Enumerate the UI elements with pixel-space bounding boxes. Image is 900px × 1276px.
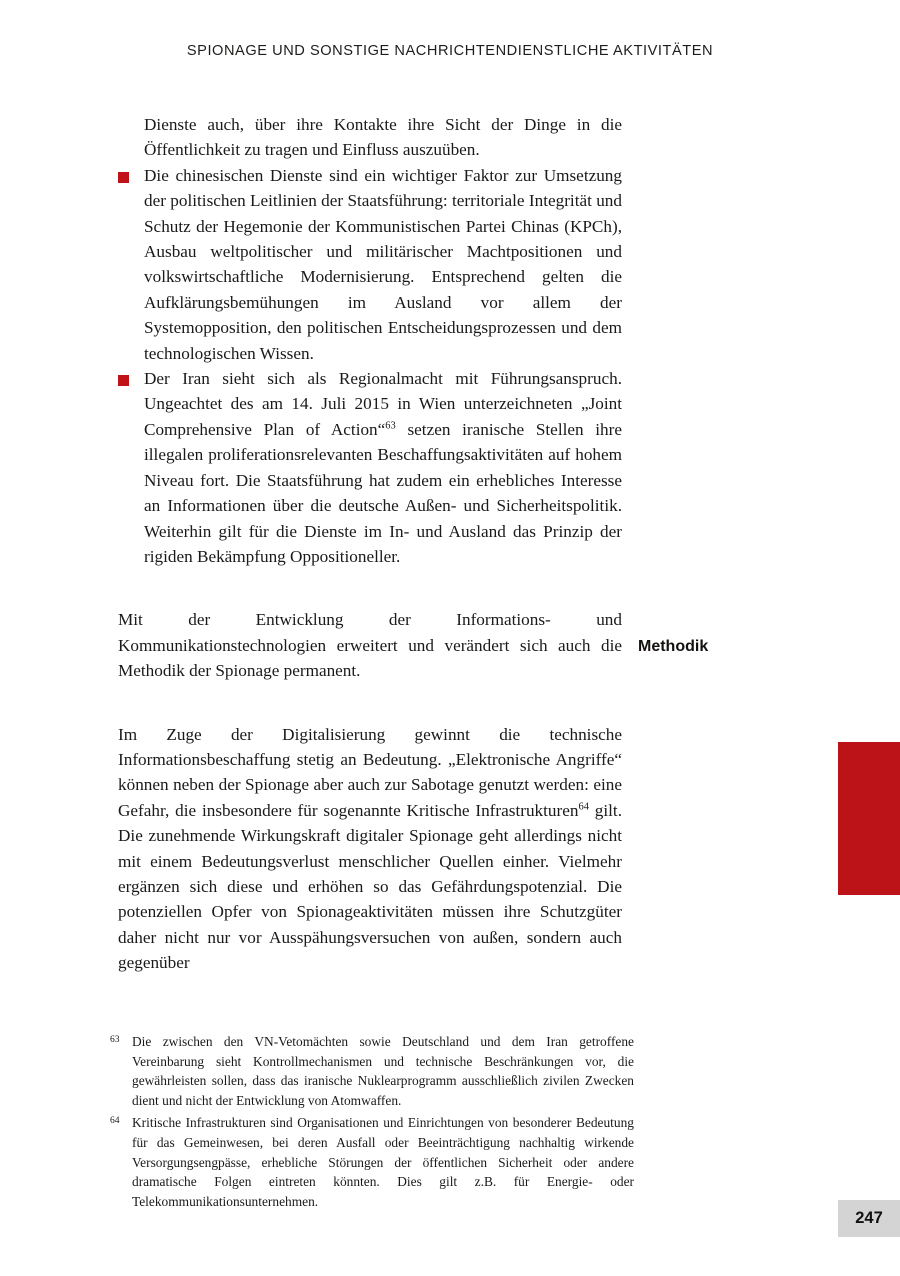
- footnote-reference-63[interactable]: 63: [385, 420, 396, 432]
- running-header: SPIONAGE UND SONSTIGE NACHRICHTENDIENSTLICHE AKTIVITÄTEN: [186, 43, 714, 59]
- paragraph-digitalisierung: [118, 722, 622, 976]
- list-item: [118, 163, 622, 366]
- list-item: [118, 366, 622, 569]
- continuation-paragraph: Dienste auch, über ihre Kontakte ihre Sicht der Dinge in die Öffentlichkeit zu tragen und Einfluss auszuüben.: [144, 115, 622, 160]
- footnote-entry: [110, 1032, 634, 1110]
- margin-marker-bar: [838, 742, 900, 895]
- footnote-number: 64: [110, 1115, 120, 1127]
- paragraph-digital-text-before-footnote: Im Zuge der Digitalisierung gewinnt die technische Informationsbeschaffung stetig an Bedeutung. „Elektronische Angriffe“ können neben der Spionage aber auch zur Sabotage genutzt werden: eine Gefahr, die insbesondere für sogenannte Kritische Infrastrukturen: [118, 724, 622, 820]
- margin-note-methodik: Methodik: [638, 638, 709, 655]
- list-item-text-before-footnote: Der Iran sieht sich als Regionalmacht mit Führungsanspruch. Ungeachtet des am 14. Juli 2015 in Wien unterzeichneten „Joint Comprehensive Plan of Action“: [144, 369, 622, 439]
- main-text-column: [118, 112, 622, 976]
- footnote-text: Die zwischen den VN-Vetomächten sowie Deutschland und dem Iran getroffene Vereinbarung sieht Kontrollmechanismen und technische Beschränkungen vor, die gewährleisten sollen, dass das iranische Nuklearprogramm ausschließlich zivilen Zwecken dient und nicht der Entwicklung von Atomwaffen.: [132, 1034, 634, 1108]
- red-square-bullet-icon: [118, 375, 129, 386]
- paragraph-digital-text-after-footnote: gilt. Die zunehmende Wirkungskraft digitaler Spionage geht allerdings nicht mit einem Bedeutungsverlust menschlicher Quellen einher. Vielmehr ergänzen sich diese und erhöhen so das Gefährdungspotenzial. Die potenziellen Opfer von Spionageaktivitäten müssen ihre Schutzgüter daher nicht nur vor Ausspähungsversuchen von außen, sondern auch gegenüber: [118, 800, 622, 973]
- list-item-text-after-footnote: setzen iranische Stellen ihre illegalen proliferationsrelevanten Beschaffungsaktivitäten auf hohem Niveau fort. Die Staatsführung hat zudem ein erhebliches Interesse an Informationen über die deutsche Außen- und Sicherheitspolitik. Weiterhin gilt für die Dienste im In- und Ausland das Prinzip der rigiden Bekämpfung Oppositioneller.: [144, 419, 623, 566]
- footnote-reference-64[interactable]: 64: [578, 801, 589, 813]
- footnote-text: Kritische Infrastrukturen sind Organisationen und Einrichtungen von besonderer Bedeutung für das Gemeinwesen, bei deren Ausfall oder Beeinträchtigung nachhaltig wirkende Versorgungsengpässe, erhebliche Störungen der öffentlichen Sicherheit oder andere dramatische Folgen eintreten könnten. Dies gilt z.B. für Energie- oder Telekommunikationsunternehmen.: [132, 1115, 634, 1209]
- footnote-number: 63: [110, 1034, 120, 1045]
- red-square-bullet-icon: [118, 172, 129, 183]
- page-number: 247: [855, 1209, 883, 1227]
- footnote-entry: [110, 1113, 634, 1211]
- list-item-text: Die chinesischen Dienste sind ein wichtiger Faktor zur Umsetzung der politischen Leitlinien der Staatsführung: territoriale Integrität und Schutz der Hegemonie der Kommunistischen Partei Chinas (KPCh), Ausbau weltpolitischer und militärischer Machtpositionen und volkswirtschaftliche Modernisierung. Entsprechend gelten die Aufklärungsbemühungen im Ausland vor allem der Systemopposition, den politischen Entscheidungsprozessen und dem technologischen Wissen.: [144, 165, 622, 363]
- paragraph-methodik: Mit der Entwicklung der Informations- und Kommunikationstechnologien erweitert und verändert sich auch die Methodik der Spionage permanent.: [118, 610, 622, 681]
- footnotes-section: [110, 1032, 634, 1214]
